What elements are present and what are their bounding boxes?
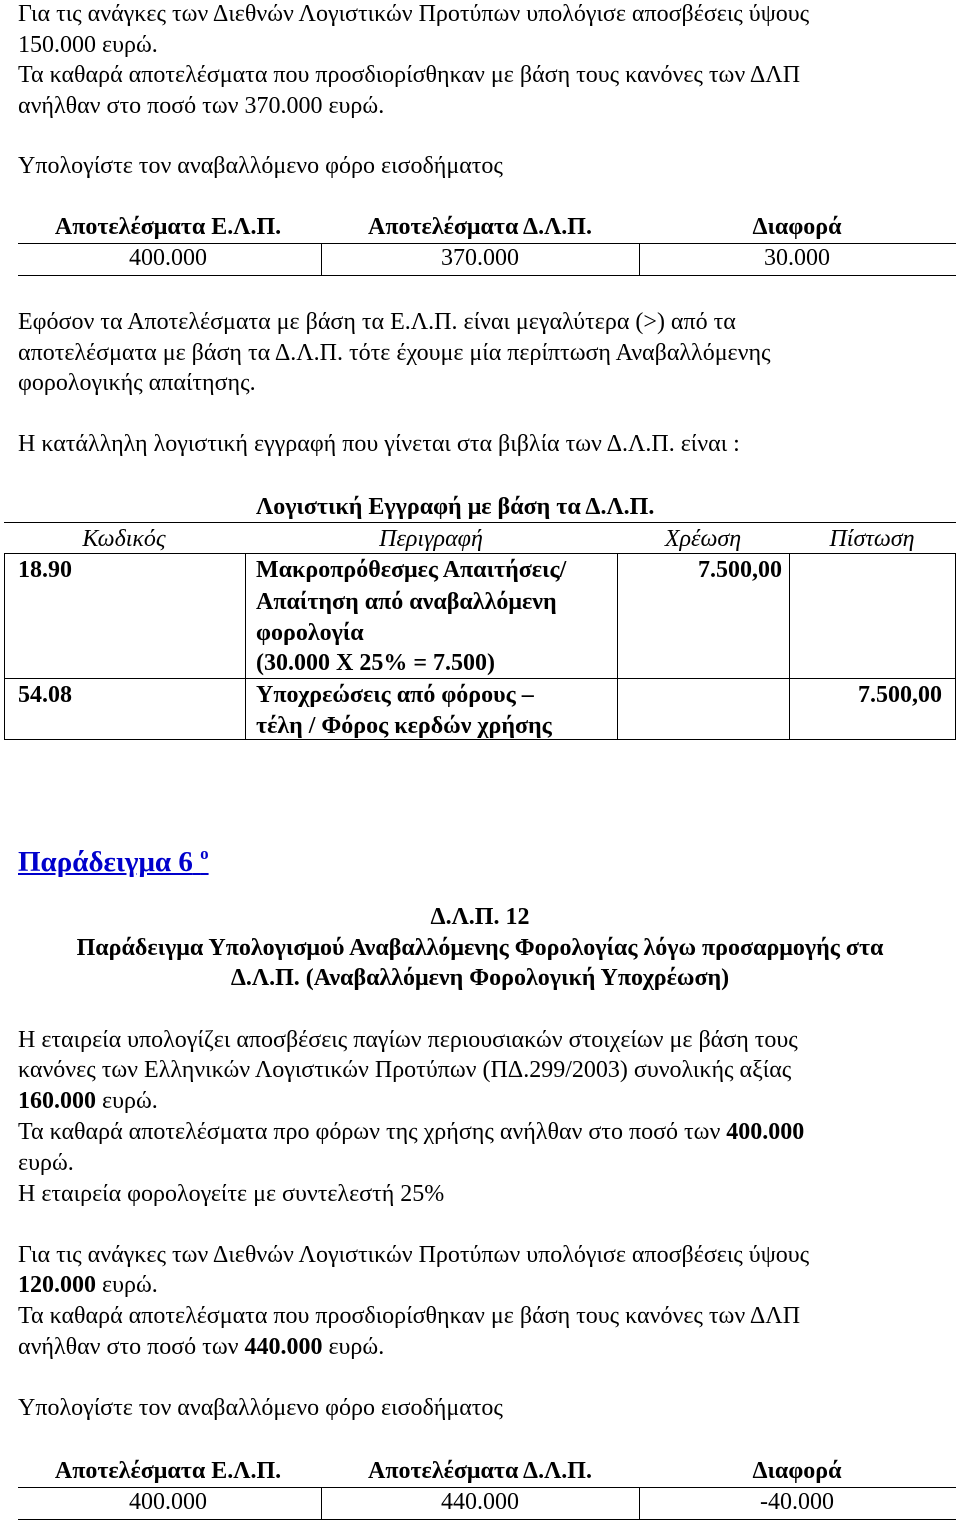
- account-description: (30.000 Χ 25% = 7.500): [256, 650, 495, 676]
- text-line: Η εταιρεία φορολογείτε με συντελεστή 25%: [18, 1181, 445, 1207]
- table-cell: 400.000: [129, 245, 207, 271]
- table-divider: [245, 553, 246, 740]
- account-code: 18.90: [18, 557, 72, 583]
- text-fragment: ευρώ.: [96, 1088, 158, 1114]
- text-line: ανήλθαν στο ποσό των 370.000 ευρώ.: [18, 93, 385, 119]
- text-fragment: ανήλθαν στο ποσό των: [18, 1334, 245, 1360]
- text-line: [18, 1270, 158, 1300]
- amount-bold: 440.000: [244, 1334, 323, 1360]
- subtitle: Δ.Λ.Π. 12: [430, 904, 530, 930]
- table-divider: [617, 553, 618, 740]
- account-description: τέλη / Φόρος κερδών χρήσης: [256, 713, 552, 739]
- table-header: Αποτελέσματα Ε.Λ.Π.: [54, 1458, 282, 1484]
- text-fragment: Τα καθαρά αποτελέσματα προ φόρων της χρήσης ανήλθαν στο ποσό των: [18, 1119, 727, 1145]
- text-line: Η εταιρεία υπολογίζει αποσβέσεις παγίων περιουσιακών στοιχείων με βάση τους: [18, 1027, 798, 1053]
- example-heading-sup: ο: [200, 844, 209, 863]
- account-description: Υποχρεώσεις από φόρους –: [256, 682, 534, 708]
- credit-amount: 7.500,00: [858, 682, 942, 708]
- table-cell: 440.000: [441, 1489, 519, 1515]
- table-cell: 400.000: [129, 1489, 207, 1515]
- table-cell: 370.000: [441, 245, 519, 271]
- text-line: Για τις ανάγκες των Διεθνών Λογιστικών Προτύπων υπολόγισε αποσβέσεις ύψους: [18, 1242, 810, 1268]
- table-header: Κωδικός: [82, 526, 166, 552]
- table-divider: [4, 739, 956, 740]
- subtitle: Δ.Λ.Π. (Αναβαλλόμενη Φορολογική Υποχρέωση): [230, 965, 730, 991]
- table-header: Χρέωση: [664, 526, 742, 552]
- text-line: Υπολογίστε τον αναβαλλόμενο φόρο εισοδήματος: [18, 1395, 503, 1421]
- entry-title: Λογιστική Εγγραφή με βάση τα Δ.Λ.Π.: [256, 494, 655, 520]
- table-divider: [4, 678, 956, 679]
- text-line: Εφόσον τα Αποτελέσματα με βάση τα Ε.Λ.Π. είναι μεγαλύτερα (>) από τα: [18, 309, 736, 335]
- text-fragment: ευρώ.: [322, 1334, 385, 1360]
- text-fragment: ευρώ.: [96, 1272, 158, 1298]
- text-line: [18, 1086, 158, 1116]
- table-divider: [4, 553, 5, 740]
- account-description: Μακροπρόθεσμες Απαιτήσεις/: [256, 557, 567, 583]
- table-divider: [18, 1519, 956, 1520]
- debit-amount: 7.500,00: [698, 557, 782, 583]
- table-divider: [955, 553, 956, 740]
- text-line: [18, 1117, 804, 1147]
- example-heading: [18, 836, 209, 880]
- table-divider: [321, 1487, 322, 1520]
- text-line: Υπολογίστε τον αναβαλλόμενο φόρο εισοδήματος: [18, 153, 503, 179]
- text-line: Τα καθαρά αποτελέσματα που προσδιορίσθηκαν με βάση τους κανόνες των ΔΛΠ: [18, 62, 801, 88]
- amount-bold: 400.000: [726, 1119, 805, 1145]
- table-divider: [639, 1487, 640, 1520]
- amount-bold: 120.000: [18, 1272, 96, 1298]
- table-divider: [639, 243, 640, 276]
- text-line: ευρώ.: [18, 1150, 74, 1176]
- text-line: κανόνες των Ελληνικών Λογιστικών Προτύπων (ΠΔ.299/2003) συνολικής αξίας: [18, 1057, 792, 1083]
- table-header: Περιγραφή: [379, 526, 483, 552]
- account-description: Απαίτηση από αναβαλλόμενη: [256, 589, 557, 615]
- table-header: Πίστωση: [829, 526, 915, 552]
- table-header: Αποτελέσματα Δ.Λ.Π.: [368, 214, 592, 240]
- table-cell: 30.000: [764, 245, 830, 271]
- text-line: [18, 1332, 384, 1362]
- text-line: Για τις ανάγκες των Διεθνών Λογιστικών Προτύπων υπολόγισε αποσβέσεις ύψους: [18, 1, 810, 27]
- text-line: Τα καθαρά αποτελέσματα που προσδιορίσθηκαν με βάση τους κανόνες των ΔΛΠ: [18, 1303, 801, 1329]
- account-description: φορολογία: [256, 620, 364, 646]
- subtitle: Παράδειγμα Υπολογισμού Αναβαλλόμενης Φορολογίας λόγω προσαρμογής στα: [76, 935, 884, 961]
- amount-bold: 160.000: [18, 1088, 96, 1114]
- table-header: Διαφορά: [752, 1458, 842, 1484]
- table-header: Αποτελέσματα Ε.Λ.Π.: [54, 214, 282, 240]
- text-line: φορολογικής απαίτησης.: [18, 370, 256, 396]
- table-divider: [321, 243, 322, 276]
- table-header: Αποτελέσματα Δ.Λ.Π.: [368, 1458, 592, 1484]
- table-divider: [789, 553, 790, 740]
- text-line: αποτελέσματα με βάση τα Δ.Λ.Π. τότε έχουμε μία περίπτωση Αναβαλλόμενης: [18, 340, 771, 366]
- text-line: Η κατάλληλη λογιστική εγγραφή που γίνεται στα βιβλία των Δ.Λ.Π. είναι :: [18, 431, 740, 457]
- example-heading-text: Παράδειγμα 6: [18, 846, 193, 878]
- table-cell: -40.000: [760, 1489, 834, 1515]
- table-header: Διαφορά: [752, 214, 842, 240]
- table-divider: [4, 553, 956, 554]
- table-divider: [4, 522, 956, 523]
- account-code: 54.08: [18, 682, 72, 708]
- table-divider: [18, 275, 956, 276]
- text-line: 150.000 ευρώ.: [18, 32, 158, 58]
